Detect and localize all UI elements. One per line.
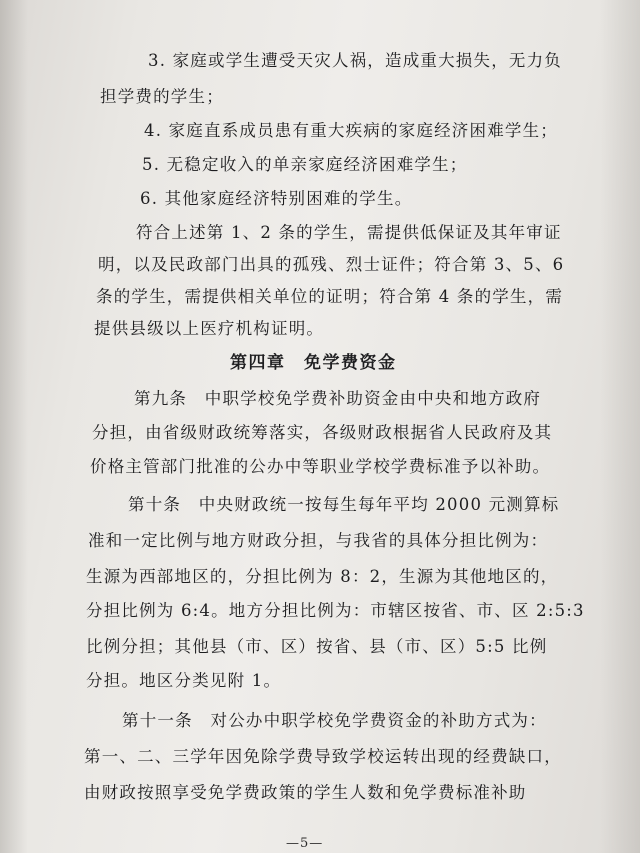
text-line: 比例分担；其他县（市、区）按省、县（市、区）5:5 比例 <box>86 637 548 656</box>
text-line: 第十一条 对公办中职学校免学费资金的补助方式为： <box>122 711 547 730</box>
page-number: —5— <box>286 836 324 851</box>
text-line: 条的学生，需提供相关单位的证明；符合第 4 条的学生，需 <box>96 287 564 306</box>
text-line: 明，以及民政部门出具的孤残、烈士证件；符合第 3、5、6 <box>98 255 565 274</box>
chapter-heading: 第四章 免学费资金 <box>230 353 397 373</box>
text-line: 3. 家庭或学生遭受天灾人祸，造成重大损失，无力负 <box>148 51 562 70</box>
text-line: 生源为西部地区的，分担比例为 8：2，生源为其他地区的， <box>86 567 559 586</box>
text-line: 第一、二、三学年因免除学费导致学校运转出现的经费缺口， <box>84 747 562 766</box>
text-line: 第十条 中央财政统一按每生每年平均 2000 元测算标 <box>128 495 560 514</box>
text-line: 担学费的学生； <box>100 87 224 106</box>
text-line: 分担，由省级财政统筹落实，各级财政根据省人民政府及其 <box>92 423 553 442</box>
text-line: 由财政按照享受免学费政策的学生人数和免学费标准补助 <box>84 783 527 802</box>
text-line: 准和一定比例与地方财政分担，与我省的具体分担比例为： <box>88 531 549 550</box>
text-line: 符合上述第 1、2 条的学生，需提供低保证及其年审证 <box>136 223 562 242</box>
text-line: 第九条 中职学校免学费补助资金由中央和地方政府 <box>134 389 542 408</box>
text-line: 5. 无稳定收入的单亲家庭经济困难学生； <box>142 155 468 174</box>
text-line: 价格主管部门批准的公办中等职业学校学费标准予以补助。 <box>90 457 551 476</box>
text-line: 提供县级以上医疗机构证明。 <box>94 319 325 338</box>
text-line: 分担比例为 6:4。地方分担比例为：市辖区按省、市、区 2:5:3 <box>86 601 585 620</box>
text-line: 分担。地区分类见附 1。 <box>86 671 282 690</box>
text-line: 4. 家庭直系成员患有重大疾病的家庭经济困难学生； <box>144 121 558 140</box>
text-line: 6. 其他家庭经济特别困难的学生。 <box>140 189 413 208</box>
